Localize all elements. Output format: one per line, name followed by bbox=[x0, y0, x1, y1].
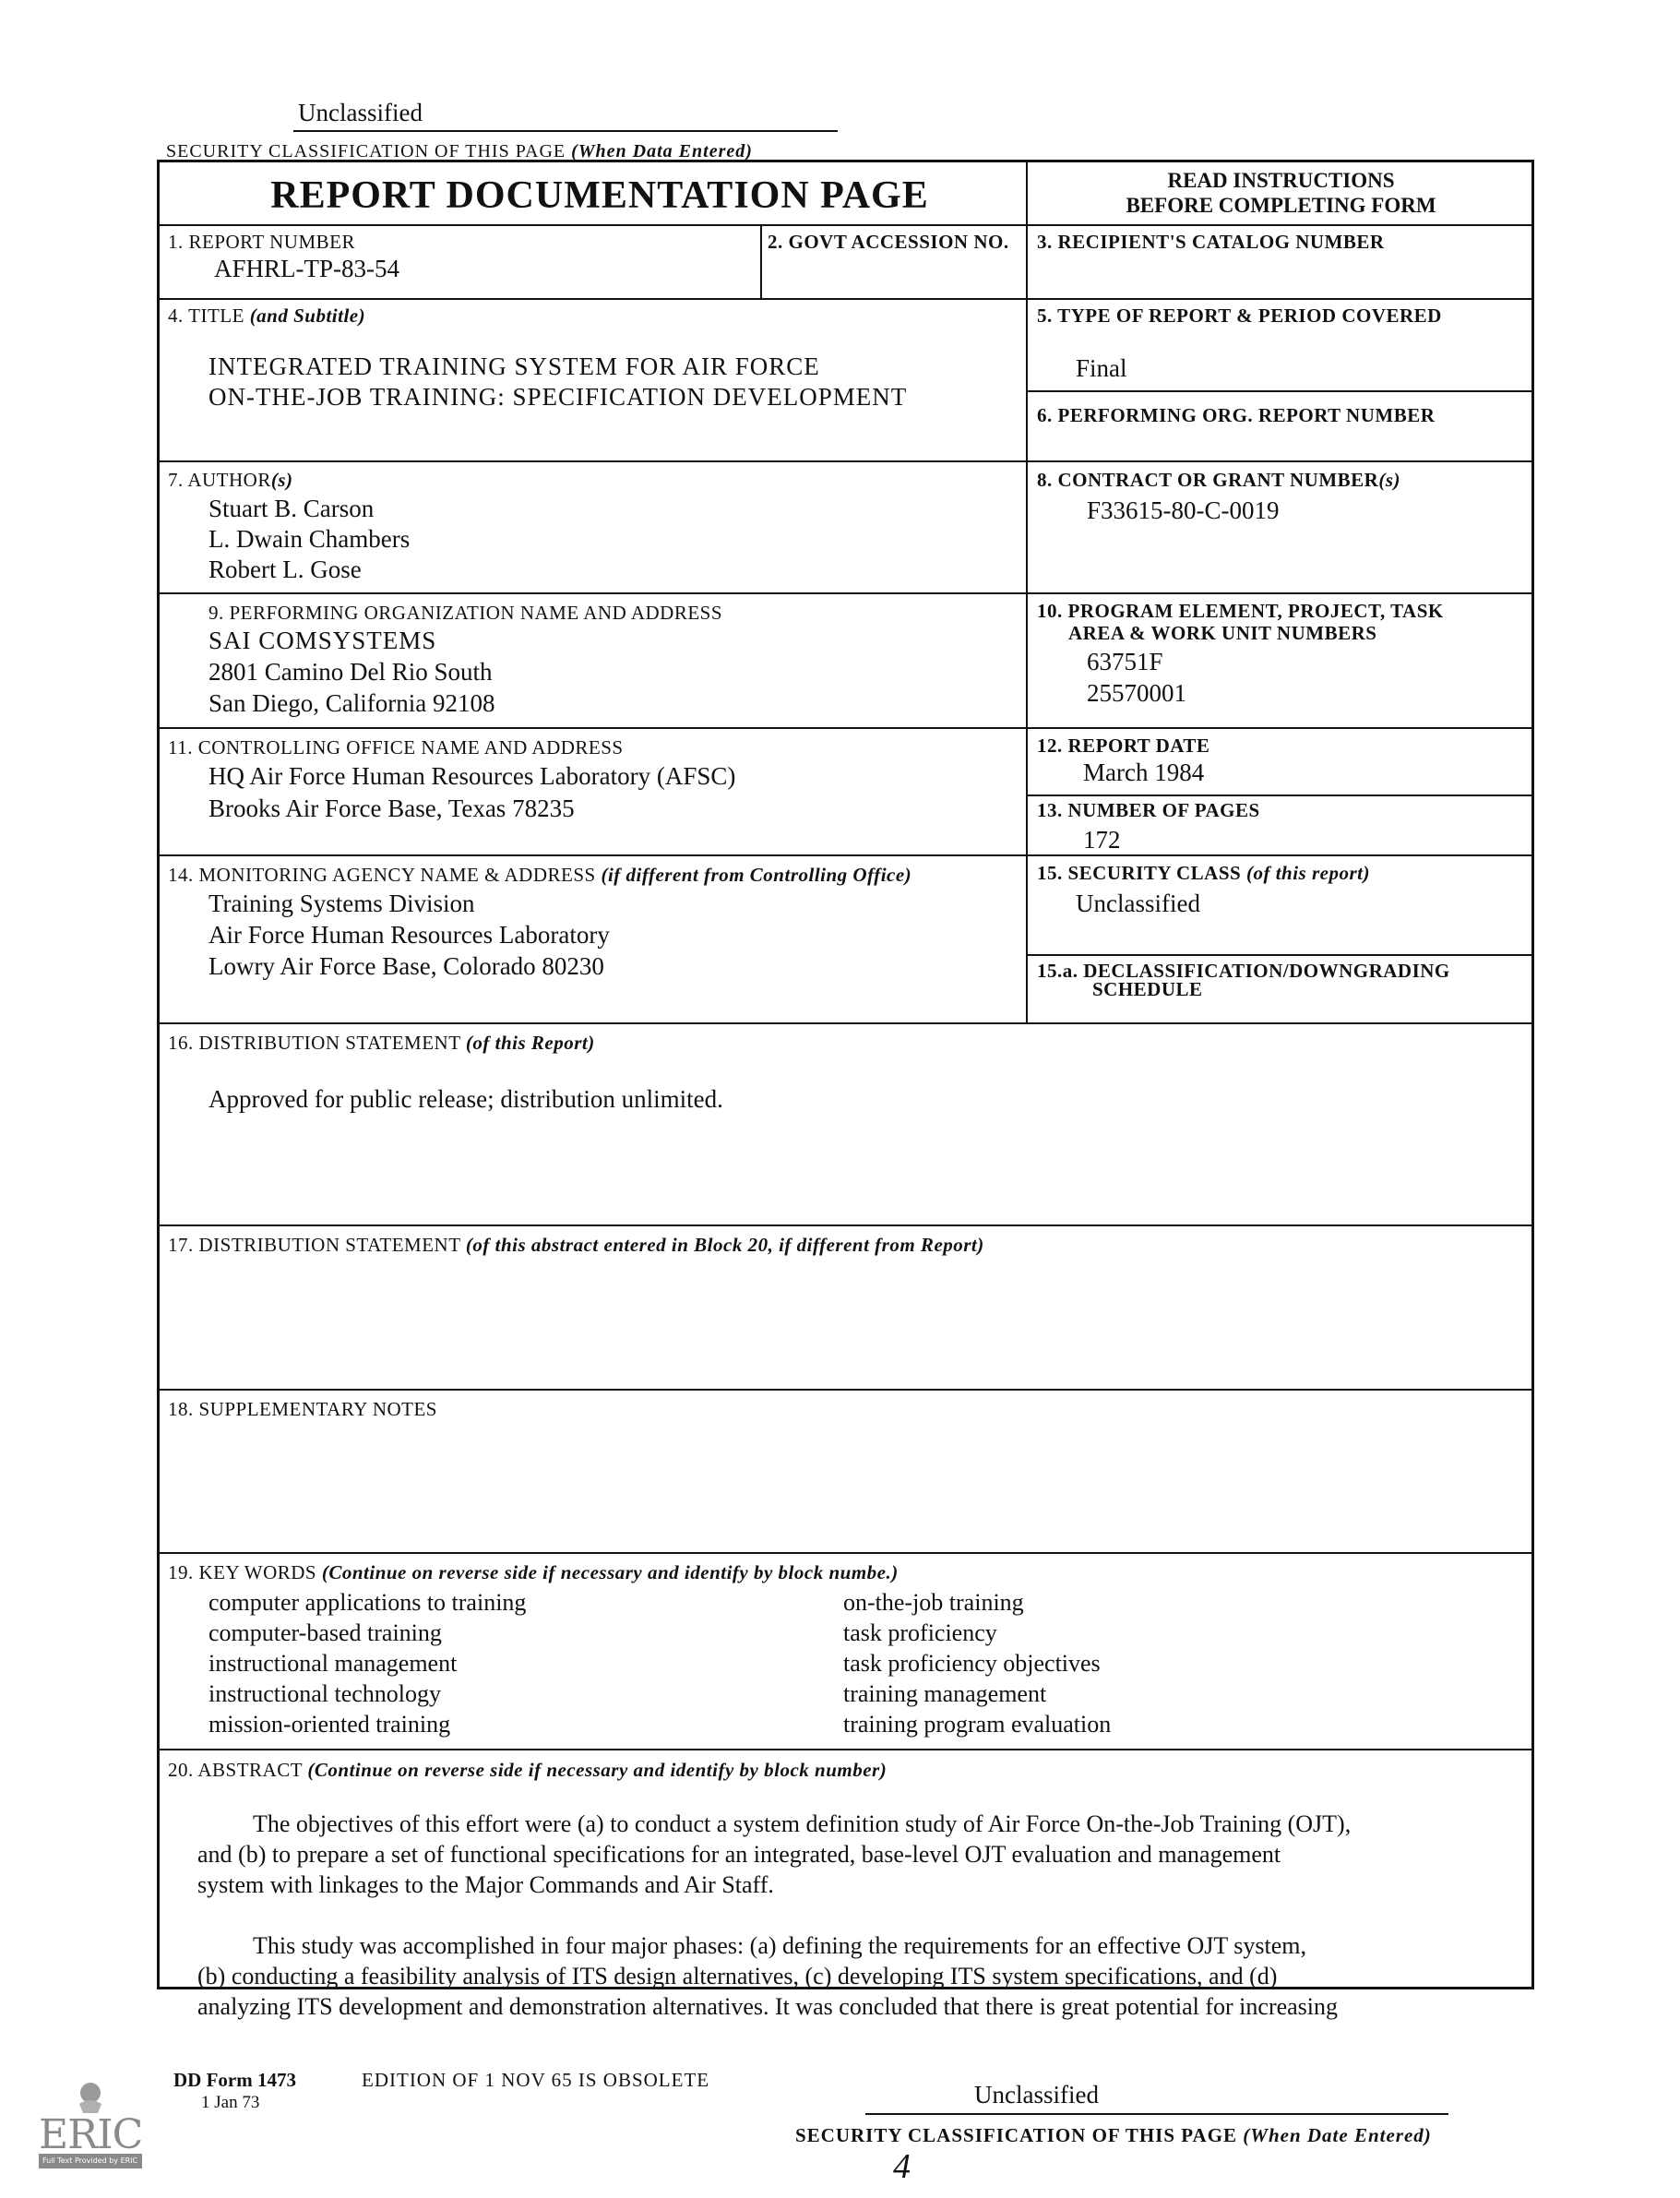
footer-form-name: DD Form 1473 bbox=[173, 2069, 296, 2091]
read-instructions-line1: READ INSTRUCTIONS bbox=[1167, 169, 1395, 192]
box10-label-line2: AREA & WORK UNIT NUMBERS bbox=[1068, 622, 1377, 644]
keyword-right-3: task proficiency objectives bbox=[843, 1650, 1101, 1677]
read-instructions bbox=[1028, 168, 1534, 218]
box5-label: 5. TYPE OF REPORT & PERIOD COVERED bbox=[1037, 305, 1442, 327]
box7-note: (s) bbox=[270, 469, 293, 491]
document-sheet bbox=[9, 9, 1665, 2187]
box19-label-row bbox=[168, 1561, 899, 1584]
box4-label-row bbox=[168, 305, 365, 328]
box2-label: 2. GOVT ACCESSION NO. bbox=[768, 231, 1009, 253]
box9-line-3: San Diego, California 92108 bbox=[209, 689, 495, 717]
box1-label: 1. REPORT NUMBER bbox=[168, 231, 355, 253]
box16-label: 16. DISTRIBUTION STATEMENT bbox=[168, 1032, 461, 1054]
box14-line-2: Air Force Human Resources Laboratory bbox=[209, 921, 610, 949]
box10-label bbox=[1037, 600, 1444, 644]
govt-accession-divider bbox=[760, 224, 762, 298]
abstract-p2-line3: analyzing ITS development and demonstration alternatives. It was concluded that there is great potential for increasing bbox=[197, 1993, 1339, 2020]
box20-label: 20. ABSTRACT bbox=[168, 1759, 303, 1781]
box14-note: (if different from Controlling Office) bbox=[601, 864, 912, 886]
footer-classification-rule bbox=[865, 2113, 1448, 2115]
box12-report-date: March 1984 bbox=[1083, 759, 1205, 786]
box1-report-number: AFHRL-TP-83-54 bbox=[214, 255, 399, 282]
box14-label: 14. MONITORING AGENCY NAME & ADDRESS bbox=[168, 864, 596, 886]
abstract-p2-line1: This study was accomplished in four major phases: (a) defining the requirements for an effective OJT system, bbox=[253, 1932, 1307, 1959]
row-line-5 bbox=[157, 854, 1534, 856]
box17-label: 17. DISTRIBUTION STATEMENT bbox=[168, 1234, 461, 1256]
box18-label: 18. SUPPLEMENTARY NOTES bbox=[168, 1398, 437, 1420]
keyword-right-1: on-the-job training bbox=[843, 1589, 1024, 1616]
page-number: 4 bbox=[893, 2147, 911, 2186]
box7-author-3: Robert L. Gose bbox=[209, 555, 362, 583]
box5-type-of-report: Final bbox=[1076, 354, 1127, 382]
box10-project-number: 25570001 bbox=[1087, 679, 1186, 707]
box16-note: (of this Report) bbox=[465, 1032, 595, 1054]
abstract-paragraph-2 bbox=[197, 1930, 1467, 2022]
header-security-text: SECURITY CLASSIFICATION OF THIS PAGE bbox=[166, 141, 566, 161]
row-line-10 bbox=[157, 1749, 1534, 1750]
box4-title-line2: ON-THE-JOB TRAINING: SPECIFICATION DEVELOPMENT bbox=[209, 383, 908, 411]
eric-logo-tagline: Full Text Provided by ERIC bbox=[42, 2156, 138, 2165]
footer-edition-note: EDITION OF 1 NOV 65 IS OBSOLETE bbox=[362, 2069, 710, 2091]
abstract-p1-line1: The objectives of this effort were (a) to conduct a system definition study of Air Force On-the-Job Training (OJT), bbox=[253, 1810, 1352, 1837]
row-line-8 bbox=[157, 1389, 1534, 1391]
eric-logo-text: ERIC bbox=[39, 2111, 143, 2158]
keyword-left-4: instructional technology bbox=[209, 1680, 442, 1707]
box7-label-row bbox=[168, 469, 293, 492]
footer-security-line bbox=[795, 2124, 1432, 2147]
keyword-right-2: task proficiency bbox=[843, 1619, 997, 1646]
box4-note: (and Subtitle) bbox=[249, 305, 366, 327]
keyword-right-4: training management bbox=[843, 1680, 1047, 1707]
abstract-p2-line2: (b) conducting a feasibility analysis of ITS design alternatives, (c) developing ITS system specifications, and (d) bbox=[197, 1963, 1278, 1989]
abstract-p1-line3: system with linkages to the Major Commands and Air Staff. bbox=[197, 1871, 774, 1898]
box15-label: 15. SECURITY CLASS bbox=[1037, 862, 1242, 884]
row-line-2 bbox=[157, 460, 1534, 462]
box15-box15a-divider bbox=[1026, 954, 1534, 956]
box11-line-2: Brooks Air Force Base, Texas 78235 bbox=[209, 794, 575, 822]
box10-label-line1: 10. PROGRAM ELEMENT, PROJECT, TASK bbox=[1037, 600, 1444, 622]
right-column-divider bbox=[1026, 160, 1028, 1022]
box10-program-element: 63751F bbox=[1087, 648, 1163, 675]
eric-logo bbox=[31, 2076, 151, 2178]
row-line-9 bbox=[157, 1552, 1534, 1554]
box9-line-1: SAI COMSYSTEMS bbox=[209, 627, 437, 654]
box14-line-1: Training Systems Division bbox=[209, 890, 475, 917]
box15a-label bbox=[1037, 962, 1450, 998]
footer-security-note: (When Date Entered) bbox=[1243, 2124, 1432, 2146]
box14-line-3: Lowry Air Force Base, Colorado 80230 bbox=[209, 952, 604, 980]
box17-note: (of this abstract entered in Block 20, if different from Report) bbox=[465, 1234, 984, 1256]
keyword-left-5: mission-oriented training bbox=[209, 1711, 451, 1738]
box8-label-row bbox=[1037, 469, 1400, 492]
footer-security-text: SECURITY CLASSIFICATION OF THIS PAGE bbox=[795, 2124, 1238, 2146]
box15-label-row bbox=[1037, 862, 1370, 885]
title-row-line bbox=[157, 224, 1534, 226]
read-instructions-line2: BEFORE COMPLETING FORM bbox=[1126, 194, 1436, 217]
abstract-paragraph-1 bbox=[197, 1809, 1467, 1900]
box15a-label-line2: SCHEDULE bbox=[1092, 978, 1203, 1000]
box20-label-row bbox=[168, 1759, 887, 1782]
header-security-note: (When Data Entered) bbox=[571, 141, 753, 161]
box15-note: (of this report) bbox=[1245, 862, 1370, 884]
box12-label: 12. REPORT DATE bbox=[1037, 735, 1210, 757]
row-line-6 bbox=[157, 1022, 1534, 1024]
box7-author-1: Stuart B. Carson bbox=[209, 495, 375, 522]
footer-form-date: 1 Jan 73 bbox=[201, 2093, 260, 2112]
form-title: REPORT DOCUMENTATION PAGE bbox=[270, 174, 929, 217]
keyword-left-2: computer-based training bbox=[209, 1619, 442, 1646]
box7-label: 7. AUTHOR bbox=[168, 469, 271, 491]
box17-label-row bbox=[168, 1234, 984, 1257]
box20-note: (Continue on reverse side if necessary and identify by block number) bbox=[307, 1759, 888, 1781]
box16-label-row bbox=[168, 1032, 595, 1055]
box8-label: 8. CONTRACT OR GRANT NUMBER bbox=[1037, 469, 1379, 491]
box15-security-class: Unclassified bbox=[1076, 890, 1200, 917]
box13-label: 13. NUMBER OF PAGES bbox=[1037, 799, 1260, 821]
box15a-label-line1: 15.a. DECLASSIFICATION/DOWNGRADING bbox=[1037, 960, 1450, 982]
box14-label-row bbox=[168, 864, 911, 887]
row-line-3 bbox=[157, 592, 1534, 594]
box11-label: 11. CONTROLLING OFFICE NAME AND ADDRESS bbox=[168, 736, 624, 759]
box8-note: (s) bbox=[1378, 469, 1401, 491]
footer-classification: Unclassified bbox=[974, 2081, 1099, 2108]
box6-label: 6. PERFORMING ORG. REPORT NUMBER bbox=[1037, 404, 1436, 426]
keyword-left-3: instructional management bbox=[209, 1650, 458, 1677]
box11-line-1: HQ Air Force Human Resources Laboratory (AFSC) bbox=[209, 762, 736, 790]
box4-label: 4. TITLE bbox=[168, 305, 244, 327]
abstract-p1-line2: and (b) to prepare a set of functional specifications for an integrated, base-level OJT evaluation and management bbox=[197, 1841, 1281, 1868]
box7-author-2: L. Dwain Chambers bbox=[209, 525, 411, 553]
box5-box6-divider bbox=[1026, 390, 1534, 392]
box9-line-2: 2801 Camino Del Rio South bbox=[209, 658, 493, 686]
row-line-4 bbox=[157, 727, 1534, 729]
header-classification-rule bbox=[293, 130, 838, 132]
box12-box13-divider bbox=[1026, 794, 1534, 796]
box3-label: 3. RECIPIENT'S CATALOG NUMBER bbox=[1037, 231, 1385, 253]
box19-note: (Continue on reverse side if necessary and identify by block numbe.) bbox=[321, 1561, 899, 1583]
header-classification: Unclassified bbox=[298, 99, 423, 126]
row-line-7 bbox=[157, 1224, 1534, 1226]
box19-label: 19. KEY WORDS bbox=[168, 1561, 317, 1583]
row-line-1 bbox=[157, 298, 1534, 300]
keyword-left-1: computer applications to training bbox=[209, 1589, 527, 1616]
keyword-right-5: training program evaluation bbox=[843, 1711, 1112, 1738]
box9-label: 9. PERFORMING ORGANIZATION NAME AND ADDRESS bbox=[209, 602, 723, 624]
box4-title-line1: INTEGRATED TRAINING SYSTEM FOR AIR FORCE bbox=[209, 352, 820, 380]
box16-distribution: Approved for public release; distribution unlimited. bbox=[209, 1085, 723, 1113]
box13-number-of-pages: 172 bbox=[1083, 826, 1121, 854]
box8-contract-number: F33615-80-C-0019 bbox=[1087, 496, 1280, 524]
